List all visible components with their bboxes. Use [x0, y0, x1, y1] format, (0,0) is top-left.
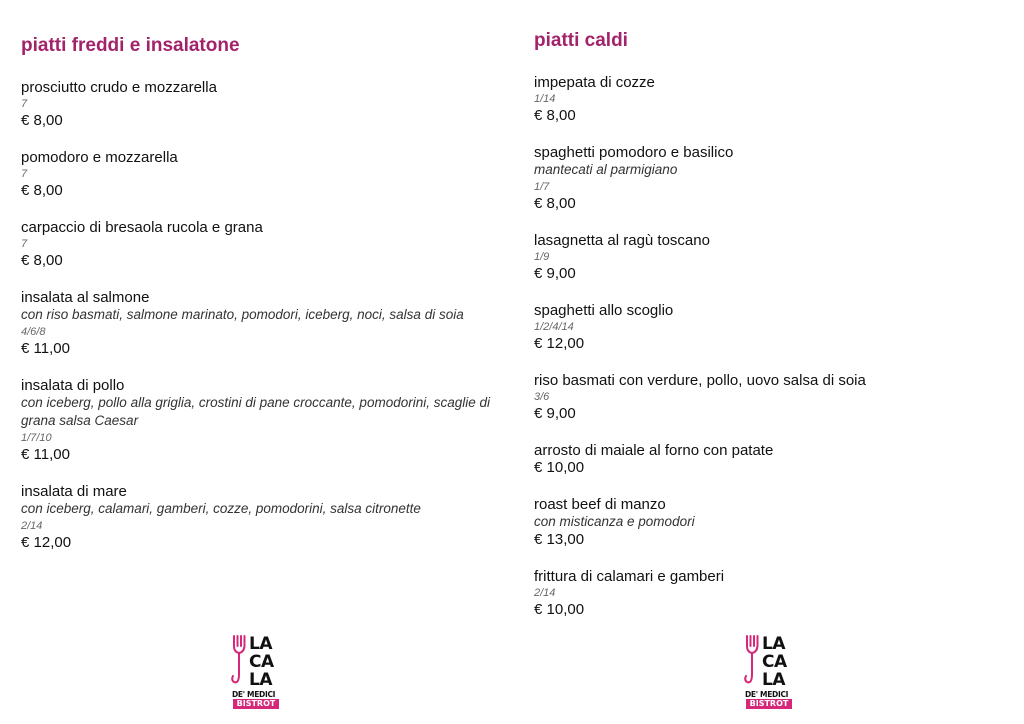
dish-name: roast beef di manzo [534, 496, 666, 513]
dish-price: € 10,00 [534, 601, 585, 618]
dish-price: € 8,00 [534, 195, 576, 212]
hot-dishes-section [534, 29, 1004, 638]
restaurant-logo [743, 634, 795, 710]
fork-hook-icon [743, 634, 763, 690]
dish-description: mantecati al parmigiano [534, 162, 678, 177]
logo-badge: BISTROT [746, 699, 792, 709]
dish-name: carpaccio di bresaola rucola e grana [21, 219, 263, 236]
dish-name: spaghetti allo scoglio [534, 302, 674, 319]
logo-text: LA [762, 634, 785, 654]
dish-price: € 12,00 [534, 335, 585, 352]
logo-text: LA [762, 670, 785, 690]
dish-allergens: 3/6 [534, 391, 550, 403]
dish-allergens: 7 [21, 238, 28, 250]
menu-list [21, 79, 491, 551]
dish-name: insalata di pollo [21, 377, 125, 394]
dish-name: insalata al salmone [21, 289, 150, 306]
logo-text: LA [249, 634, 272, 654]
dish-description: con riso basmati, salmone marinato, pomodori, iceberg, noci, salsa di soia [21, 307, 464, 322]
dish-price: € 11,00 [21, 340, 70, 357]
menu-item [21, 149, 491, 199]
dish-name: riso basmati con verdure, pollo, uovo salsa di soia [534, 372, 866, 389]
dish-name: prosciutto crudo e mozzarella [21, 79, 217, 96]
dish-price: € 11,00 [21, 446, 70, 463]
dish-price: € 8,00 [21, 112, 63, 129]
logo-subtitle: DE' MEDICI [232, 690, 276, 699]
dish-price: € 12,00 [21, 534, 72, 551]
dish-allergens: 1/14 [534, 93, 556, 105]
menu-item [534, 144, 1004, 212]
menu-list [534, 74, 1004, 618]
logo-badge: BISTROT [233, 699, 279, 709]
menu-item [534, 302, 1004, 352]
dish-price: € 8,00 [21, 182, 63, 199]
menu-item [21, 377, 491, 463]
dish-name: spaghetti pomodoro e basilico [534, 144, 734, 161]
dish-allergens: 7 [21, 168, 28, 180]
section-title: piatti caldi [534, 30, 628, 51]
menu-item [21, 79, 491, 129]
dish-allergens: 1/2/4/14 [534, 321, 574, 333]
dish-allergens: 1/9 [534, 251, 550, 263]
dish-name: insalata di mare [21, 483, 127, 500]
dish-allergens: 1/7 [534, 181, 550, 193]
dish-description: con iceberg, calamari, gamberi, cozze, pomodorini, salsa citronette [21, 501, 421, 516]
cold-dishes-section [21, 34, 491, 571]
menu-item [21, 219, 491, 269]
menu-item [21, 289, 491, 357]
dish-description: con iceberg, pollo alla griglia, crostini di pane croccante, pomodorini, scaglie di grana salsa Caesar [21, 395, 491, 428]
menu-item [534, 372, 1004, 422]
dish-price: € 13,00 [534, 531, 585, 548]
dish-price: € 9,00 [534, 405, 576, 422]
logo-subtitle: DE' MEDICI [745, 690, 789, 699]
logo-text: CA [762, 652, 787, 672]
dish-name: lasagnetta al ragù toscano [534, 232, 710, 249]
menu-item [534, 442, 1004, 476]
menu-item [21, 483, 491, 551]
restaurant-logo [230, 634, 282, 710]
dish-allergens: 7 [21, 98, 28, 110]
fork-hook-icon [230, 634, 250, 690]
menu-item [534, 232, 1004, 282]
dish-allergens: 2/14 [534, 587, 556, 599]
dish-name: arrosto di maiale al forno con patate [534, 442, 774, 459]
dish-name: pomodoro e mozzarella [21, 149, 178, 166]
dish-price: € 8,00 [21, 252, 63, 269]
logo-text: CA [249, 652, 274, 672]
menu-item [534, 496, 1004, 548]
dish-price: € 10,00 [534, 459, 585, 476]
dish-name: frittura di calamari e gamberi [534, 568, 725, 585]
menu-item [534, 568, 1004, 618]
logo-text: LA [249, 670, 272, 690]
dish-price: € 9,00 [534, 265, 576, 282]
dish-price: € 8,00 [534, 107, 576, 124]
dish-allergens: 1/7/10 [21, 432, 52, 444]
section-title: piatti freddi e insalatone [21, 35, 240, 56]
dish-description: con misticanza e pomodori [534, 514, 695, 529]
menu-item [534, 74, 1004, 124]
dish-allergens: 4/6/8 [21, 326, 46, 338]
dish-allergens: 2/14 [21, 520, 43, 532]
dish-name: impepata di cozze [534, 74, 655, 91]
